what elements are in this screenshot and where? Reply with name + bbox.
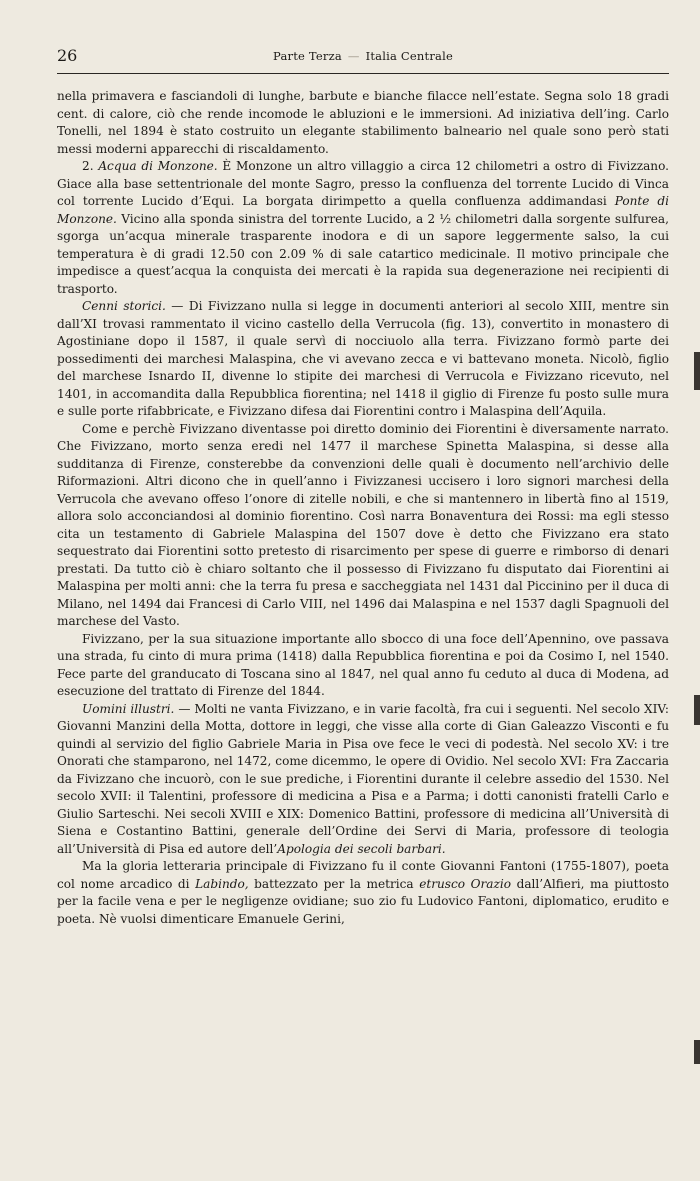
scan-edge-mark	[694, 352, 700, 390]
paragraph-number: 2.	[82, 159, 99, 173]
paragraph-text: battezzato per la metrica	[248, 876, 420, 891]
paragraph-text: — Di Fivizzano nulla si legge in documenti anteriori al secolo XIII, mentre sin dall’XI trovasi rammentato il vicino castello della Verrucola (fig. 13), convertito in monastero di Agostiniane dopo il 1587, il quale servì di nocciuolo alla terra. Fivizzano formò parte dei possedimenti dei marchesi Malaspina, che vi avevano zecca e vi battevano moneta. Nicolò, figlio del marchese Isnardo II, divenne lo stipite dei marchesi di Verrucola e Fivizzano ricevuto, nel 1401, in accomandita dalla Repubblica fiorentina; nel 1418 il giglio di Firenze fu posto sulle mura e sulle porte rifabbricate, e Fivizzano difesa dai Fiorentini contro i Malaspina dell’Aquila.	[57, 299, 669, 418]
paragraph-text: — Molti ne vanta Fivizzano, e in varie facoltà, fra cui i seguenti. Nel secolo XIV: Giovanni Manzini della Motta, dottore in leggi, che visse alla corte di Gian Galeazzo Visconti e fu quindi al servizio del figlio Gabriele Maria in Pisa ove fece le veci di podestà. Nel secolo XV: i tre Onorati che stamparono, nel 1472, come dicemmo, le opere di Ovidio. Nel secolo XVI: Fra Zaccaria da Fivizzano che incuorò, con le sue prediche, i Fiorentini durante il celebre assedio del 1530. Nel secolo XVII: il Talentini, professore di medicina a Pisa e a Parma; i dotti canonisti fratelli Carlo e Giulio Sarteschi. Nei secoli XVIII e XIX: Domenico Battini, professore di medicina all’Università di Siena e Costantino Battini, generale dell’Ordine dei Servi di Maria, professore di teologia all’Università di Pisa ed autore dell’	[57, 701, 669, 856]
scan-edge-mark	[694, 1040, 700, 1064]
part-title: Parte Terza	[273, 49, 342, 63]
paragraph-7	[57, 858, 669, 928]
body-text	[57, 88, 669, 928]
italic-heading: Acqua di Monzone.	[98, 159, 218, 173]
paragraph-1	[57, 88, 669, 158]
paragraph-3	[57, 298, 669, 421]
paragraph-text: Come e perchè Fivizzano diventasse poi diretto dominio dei Fiorentini è diversamente narrato. Che Fivizzano, morto senza eredi nel 1477 il marchese Spinetta Malaspina, si desse alla sudditanza di Firenze, consterebbe da convenzioni delle quali è documento nell’archivio delle Riformazioni. Altri dicono che in quell’anno i Fivizzanesi uccisero i loro signori marchesi della Verrucola che avevano offeso l’onore di zitelle nobili, e che si mantennero in libertà fino al 1519, allora solo acconciandosi al dominio fiorentino. Così narra Bonaventura dei Rossi: ma egli stesso cita un testamento di Gabriele Malaspina del 1507 dove è detto che Fivizzano era stato sequestrato dai Fiorentini sotto pretesto di risarcimento per spese di guerre e rimborso di denari prestati. Da tutto ciò è chiaro soltanto che il possesso di Fivizzano fu disputato dai Fiorentini ai Malaspina per molti anni: che la terra fu presa e saccheggiata nel 1431 dal Piccinino per il duca di Milano, nel 1494 dai Francesi di Carlo VIII, nel 1496 dai Malaspina e nel 1537 dagli Spagnuoli del marchese del Vasto.	[57, 421, 669, 628]
italic-book-title: Apologia dei secoli barbari.	[277, 841, 446, 856]
italic-heading: Cenni storici.	[82, 299, 166, 313]
italic-heading: Uomini illustri.	[82, 701, 175, 716]
scan-edge-mark	[694, 695, 700, 725]
running-title	[57, 49, 669, 63]
paragraph-text: Ma la gloria letteraria principale di Fivizzano fu il conte Giovanni Fantoni (1755-1807), poeta col nome arcadico di	[57, 859, 669, 891]
title-separator: —	[347, 49, 360, 63]
page-number: 26	[57, 46, 78, 65]
paragraph-5	[57, 631, 669, 701]
header-rule	[57, 73, 669, 74]
paragraph-2	[57, 158, 669, 298]
italic-place-name: Ponte di Monzone.	[57, 194, 669, 226]
section-title: Italia Centrale	[365, 49, 453, 63]
italic-arcadian-name: Labindo,	[195, 876, 249, 891]
italic-epithet: etrusco Orazio	[419, 876, 512, 891]
paragraph-text: Vicino alla sponda sinistra del torrente Lucido, a 2 ½ chilometri dalla sorgente sulfurea, sgorga un’acqua minerale trasparente inodora e di un sapore leggermente salso, la cui temperatura è di gradi 12.50 con 2.09 % di sale catartico medicinale. Il motivo principale che impedisce a quest’acqua la conquista dei mercati è la rapida sua degenerazione nei recipienti di trasporto.	[57, 211, 669, 296]
running-header	[57, 44, 669, 66]
paragraph-4	[57, 421, 669, 631]
paragraph-6	[57, 701, 669, 859]
paragraph-text: Fivizzano, per la sua situazione importante allo sbocco di una foce dell’Apennino, ove passava una strada, fu cinto di mura prima (1418) dalla Repubblica fiorentina e poi da Cosimo I, nel 1540. Fece parte del granducato di Toscana sino al 1847, nel qual anno fu ceduto al duca di Modena, ad esecuzione del trattato di Firenze del 1844.	[57, 631, 669, 698]
paragraph-text: È Monzone un altro villaggio a circa 12 chilometri a ostro di Fivizzano. Giace alla base settentrionale del monte Sagro, presso la confluenza del torrente Lucido di Vinca col torrente Lucido d’Equi. La borgata dirimpetto a quella confluenza addimandasi	[57, 159, 669, 208]
paragraph-text: dall’Alfieri, ma piuttosto per la facile vena e per le negligenze ovidiane; suo zio fu Ludovico Fantoni, diplomatico, erudito e poeta. Nè vuolsi dimenticare Emanuele Gerini,	[57, 876, 669, 926]
paragraph-text: nella primavera e fasciandoli di lunghe, barbute e bianche filacce nell’estate. Segna solo 18 gradi cent. di calore, ciò che rende incomode le abluzioni e le immersioni. Ad iniziativa dell’ing. Carlo Tonelli, nel 1894 è stato costruito un elegante stabilimento balneario nel quale sono però stati messi moderni apparecchi di riscaldamento.	[57, 89, 669, 156]
